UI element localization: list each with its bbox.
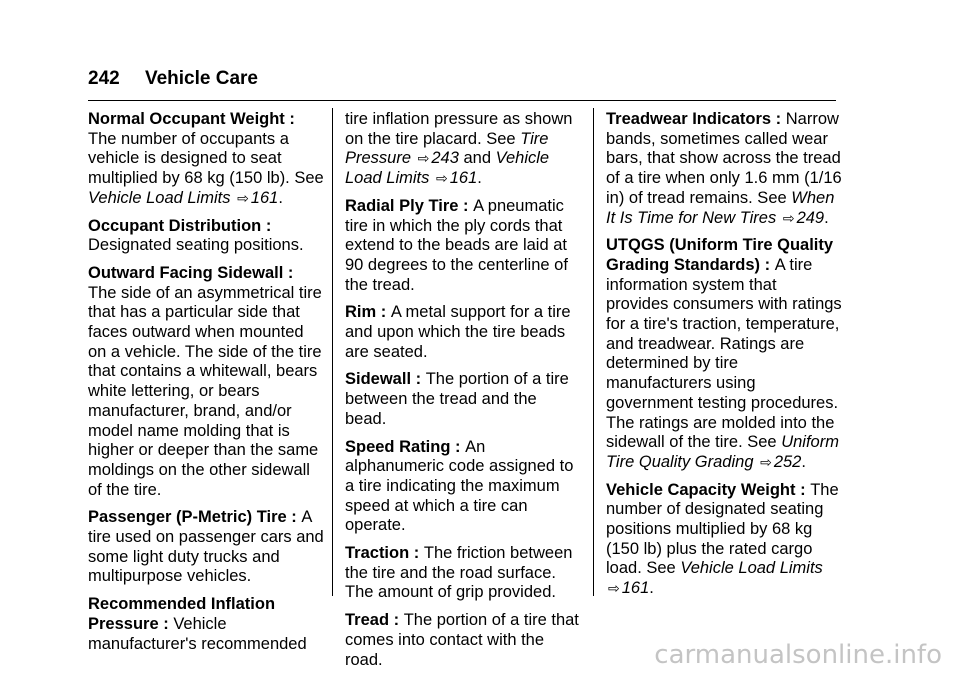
entry-term: Speed Rating — [345, 437, 451, 456]
entry-term: Occupant Distribution — [88, 216, 262, 235]
entry-term: Vehicle Capacity Weight — [606, 480, 796, 499]
cross-reference-link[interactable] — [88, 189, 278, 207]
glossary-entry-normal-occupant-weight — [88, 110, 324, 209]
entry-colon: : — [771, 110, 786, 128]
entry-term: Tread — [345, 611, 390, 630]
ref-page: 161 — [449, 169, 478, 188]
column-1 — [88, 110, 324, 662]
entry-term: Treadwear Indicators — [606, 110, 772, 128]
page-header — [88, 68, 258, 90]
entry-colon: : — [261, 216, 272, 235]
glossary-entry-rim — [345, 303, 582, 362]
entry-body: Narrow bands, sometimes called wear bars, that show across the tread of a tire when only 1.6 mm (1/16 in) of tread remains. See — [606, 110, 842, 207]
glossary-entry-recommended-inflation-pressure — [88, 595, 324, 654]
entry-body: tire inflation pressure as shown on the tire placard. See — [345, 110, 573, 148]
ref-title: When It Is Time for New Tires — [606, 188, 835, 227]
column-divider — [593, 108, 594, 596]
entry-end: . — [278, 188, 283, 207]
entry-term: Normal Occupant Weight — [88, 110, 285, 128]
entry-body: A metal support for a tire and upon which the tire beads are seated. — [345, 303, 571, 361]
header-rule — [88, 100, 836, 101]
page-arrow-icon: ⇨ — [760, 453, 772, 470]
glossary-entry-passenger-p-metric-tire — [88, 508, 324, 587]
ref-title: Uniform Tire Quality Grading — [606, 433, 839, 471]
watermark: carmanualsonline.info — [654, 640, 942, 670]
entry-body: Designated seating positions. — [88, 236, 304, 255]
page-arrow-icon: ⇨ — [608, 580, 620, 597]
glossary-entry-occupant-distribution — [88, 217, 324, 256]
glossary-entry-tread — [345, 611, 582, 670]
entry-conjunction: and — [458, 149, 496, 168]
entry-term: Outward Facing Sidewall — [88, 263, 284, 282]
entry-end: . — [477, 169, 482, 188]
entry-colon: : — [760, 255, 775, 274]
entry-body: A tire used on passenger cars and some light duty trucks and multipurpose vehicles. — [88, 508, 324, 586]
ref-page: 161 — [250, 188, 279, 207]
page-arrow-icon: ⇨ — [782, 209, 795, 226]
glossary-entry-continued — [345, 110, 582, 189]
column-2 — [345, 110, 582, 678]
glossary-entry-treadwear-indicators — [606, 110, 842, 228]
glossary-entry-traction — [345, 544, 582, 603]
entry-term: Traction — [345, 544, 410, 563]
page-number: 242 — [88, 68, 120, 89]
entry-colon: : — [409, 544, 424, 563]
entry-colon: : — [458, 196, 474, 215]
entry-colon: : — [286, 508, 302, 527]
entry-term: Recommended Inflation Pressure — [88, 595, 276, 633]
entry-term: Passenger (P-Metric) Tire — [88, 508, 287, 527]
entry-body: A tire information system that provides consumers with ratings for a tire's traction, temperature, and treadwear. Ratings are determined by tire manufacturers using government testing procedures. The ratings are molded into the sidewall of the tire. See — [606, 255, 842, 452]
entry-body: Vehicle manufacturer's recommended — [88, 614, 307, 653]
entry-term: Radial Ply Tire — [345, 196, 459, 215]
entry-body: A pneumatic tire in which the ply cords that extend to the beads are laid at 90 degrees to the centerline of the tread. — [345, 196, 568, 294]
entry-colon: : — [376, 303, 391, 322]
glossary-entry-sidewall — [345, 370, 582, 429]
entry-end: . — [824, 208, 829, 227]
entry-term: Sidewall — [345, 370, 412, 389]
entry-term: Rim — [345, 303, 377, 322]
entry-end: . — [649, 579, 654, 598]
entry-colon: : — [284, 110, 295, 128]
glossary-entry-vehicle-capacity-weight — [606, 481, 842, 599]
entry-colon: : — [411, 370, 426, 389]
entry-body: The number of designated seating positions multiplied by 68 kg (150 lb) plus the rated cargo load. See — [606, 480, 839, 578]
entry-colon: : — [450, 437, 466, 456]
ref-title: Vehicle Load Limits — [88, 188, 231, 207]
glossary-entry-radial-ply-tire — [345, 197, 582, 296]
entry-colon: : — [795, 480, 811, 499]
glossary-entry-outward-facing-sidewall — [88, 264, 324, 500]
ref-title: Vehicle Load Limits — [680, 559, 823, 578]
column-3 — [606, 110, 842, 607]
entry-term: UTQGS (Uniform Tire Quality Grading Standards) — [606, 236, 834, 274]
entry-colon: : — [389, 611, 404, 630]
entry-body: The portion of a tire that comes into contact with the road. — [345, 611, 579, 669]
ref-page: 161 — [621, 579, 650, 598]
ref-title: Tire Pressure — [345, 129, 549, 168]
entry-colon: : — [158, 614, 174, 633]
entry-body: The side of an asymmetrical tire that has a particular side that faces outward when mounted on a vehicle. The side of the tire that contains a whitewall, bears white lettering, or bears manufacturer, brand, and/or model name molding that is higher or deeper than the same moldings on the other sidewall of the tire. — [88, 283, 322, 499]
entry-body: The friction between the tire and the road surface. The amount of grip provided. — [345, 544, 573, 602]
section-title: Vehicle Care — [144, 68, 259, 89]
ref-page: 243 — [431, 149, 459, 168]
entry-colon: : — [283, 263, 294, 282]
ref-page: 249 — [796, 208, 825, 227]
entry-body: The portion of a tire between the tread and the bead. — [345, 370, 569, 428]
page-arrow-icon: ⇨ — [435, 170, 448, 187]
page-arrow-icon: ⇨ — [237, 189, 249, 206]
entry-end: . — [801, 452, 806, 471]
page-arrow-icon: ⇨ — [417, 150, 430, 167]
ref-title: Vehicle Load Limits — [345, 149, 550, 188]
entry-body: An alphanumeric code assigned to a tire indicating the maximum speed at which a tire can operate. — [345, 437, 574, 535]
glossary-entry-utqgs — [606, 236, 842, 472]
column-divider — [332, 108, 333, 596]
ref-page: 252 — [773, 452, 802, 471]
entry-body: The number of occupants a vehicle is designed to seat multiplied by 68 kg (150 lb). See — [88, 129, 324, 188]
glossary-entry-speed-rating — [345, 438, 582, 537]
